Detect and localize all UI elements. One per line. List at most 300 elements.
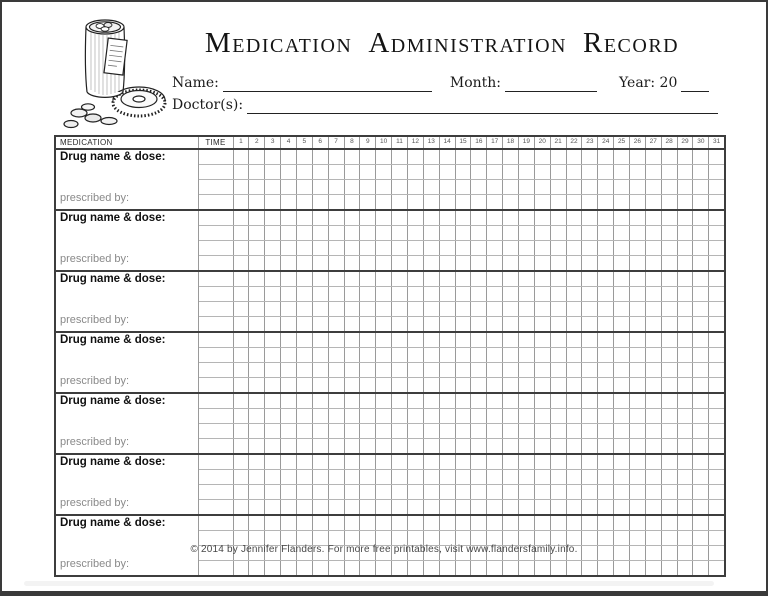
day-cell (312, 363, 328, 378)
day-cell (566, 454, 582, 470)
day-cell (645, 256, 661, 272)
day-cell (439, 470, 455, 485)
day-cell (265, 363, 281, 378)
day-cell (360, 378, 376, 394)
day-cell (376, 485, 392, 500)
day-cell (709, 317, 725, 333)
day-cell (376, 515, 392, 531)
day-cell (566, 271, 582, 287)
day-cell (360, 348, 376, 363)
day-cell (677, 424, 693, 439)
day-cell (312, 409, 328, 424)
day-cell (693, 332, 709, 348)
day-cell (677, 271, 693, 287)
time-cell (198, 241, 233, 256)
table-row (55, 332, 725, 348)
drug-name-dose-label: Drug name & dose: (60, 456, 166, 468)
day-cell (598, 515, 614, 531)
day-cell (328, 241, 344, 256)
day-cell (392, 165, 408, 180)
day-cell (296, 210, 312, 226)
day-cell (598, 149, 614, 165)
day-cell (376, 149, 392, 165)
day-cell (312, 561, 328, 577)
day-cell (487, 454, 503, 470)
doctor-label: Doctor(s): (172, 97, 244, 113)
day-cell (566, 287, 582, 302)
day-cell (677, 180, 693, 195)
day-cell (328, 149, 344, 165)
day-cell (344, 287, 360, 302)
day-cell (296, 470, 312, 485)
day-cell (312, 393, 328, 409)
day-cell (534, 302, 550, 317)
day-cell (296, 515, 312, 531)
day-cell (407, 348, 423, 363)
day-cell (614, 485, 630, 500)
day-header: 26 (629, 136, 645, 149)
day-cell (376, 210, 392, 226)
day-cell (423, 241, 439, 256)
day-cell (503, 454, 519, 470)
day-cell (360, 317, 376, 333)
day-cell (281, 439, 297, 455)
time-cell (198, 180, 233, 195)
day-cell (487, 332, 503, 348)
day-cell (534, 332, 550, 348)
day-cell (233, 226, 249, 241)
day-cell (265, 424, 281, 439)
day-cell (281, 424, 297, 439)
day-cell (281, 561, 297, 577)
day-cell (661, 195, 677, 211)
day-cell (455, 439, 471, 455)
day-cell (344, 363, 360, 378)
day-cell (582, 515, 598, 531)
day-cell (296, 561, 312, 577)
day-cell (693, 317, 709, 333)
day-cell (392, 195, 408, 211)
day-cell (328, 393, 344, 409)
day-cell (360, 439, 376, 455)
day-cell (518, 454, 534, 470)
day-cell (281, 271, 297, 287)
day-cell (518, 271, 534, 287)
day-cell (407, 332, 423, 348)
day-cell (344, 332, 360, 348)
day-cell (455, 287, 471, 302)
day-cell (376, 439, 392, 455)
day-cell (328, 271, 344, 287)
day-cell (249, 454, 265, 470)
day-cell (392, 470, 408, 485)
day-cell (614, 424, 630, 439)
day-cell (518, 302, 534, 317)
time-cell (198, 271, 233, 287)
day-cell (265, 241, 281, 256)
drug-name-dose-label: Drug name & dose: (60, 273, 166, 285)
day-cell (503, 393, 519, 409)
day-cell (487, 195, 503, 211)
day-cell (328, 561, 344, 577)
day-cell (518, 378, 534, 394)
day-cell (693, 241, 709, 256)
day-cell (439, 287, 455, 302)
day-cell (407, 317, 423, 333)
day-cell (439, 424, 455, 439)
day-cell (265, 500, 281, 516)
day-cell (281, 241, 297, 256)
day-cell (629, 485, 645, 500)
day-cell (614, 195, 630, 211)
day-cell (709, 332, 725, 348)
day-cell (423, 378, 439, 394)
day-cell (360, 500, 376, 516)
day-cell (614, 287, 630, 302)
day-cell (376, 165, 392, 180)
day-cell (328, 180, 344, 195)
day-cell (455, 195, 471, 211)
day-cell (376, 348, 392, 363)
day-header: 5 (296, 136, 312, 149)
day-cell (423, 363, 439, 378)
day-cell (265, 348, 281, 363)
day-cell (693, 271, 709, 287)
day-cell (550, 393, 566, 409)
day-cell (265, 439, 281, 455)
day-cell (249, 180, 265, 195)
day-cell (629, 302, 645, 317)
day-cell (376, 287, 392, 302)
day-cell (534, 393, 550, 409)
day-cell (423, 439, 439, 455)
prescribed-by-label: prescribed by: (60, 436, 130, 448)
day-cell (598, 348, 614, 363)
day-cell (693, 424, 709, 439)
day-cell (518, 287, 534, 302)
day-cell (455, 317, 471, 333)
day-cell (439, 561, 455, 577)
day-cell (550, 409, 566, 424)
day-cell (677, 363, 693, 378)
day-cell (709, 454, 725, 470)
day-cell (677, 500, 693, 516)
day-header: 28 (661, 136, 677, 149)
day-cell (455, 271, 471, 287)
day-cell (566, 439, 582, 455)
day-cell (233, 287, 249, 302)
time-cell (198, 332, 233, 348)
day-cell (233, 439, 249, 455)
day-cell (534, 241, 550, 256)
day-cell (455, 500, 471, 516)
day-cell (598, 195, 614, 211)
day-cell (598, 256, 614, 272)
day-cell (709, 424, 725, 439)
day-cell (709, 271, 725, 287)
day-header: 19 (518, 136, 534, 149)
day-cell (439, 409, 455, 424)
day-cell (693, 180, 709, 195)
day-cell (439, 439, 455, 455)
day-cell (471, 317, 487, 333)
day-cell (312, 332, 328, 348)
day-cell (376, 470, 392, 485)
drug-name-dose-label: Drug name & dose: (60, 151, 166, 163)
day-cell (471, 256, 487, 272)
day-cell (281, 378, 297, 394)
day-cell (392, 561, 408, 577)
prescribed-by-label: prescribed by: (60, 497, 130, 509)
day-cell (360, 454, 376, 470)
day-header: 21 (550, 136, 566, 149)
day-cell (249, 393, 265, 409)
day-cell (550, 165, 566, 180)
day-cell (582, 241, 598, 256)
day-cell (455, 256, 471, 272)
day-header: 3 (265, 136, 281, 149)
day-cell (471, 409, 487, 424)
day-cell (265, 470, 281, 485)
day-cell (645, 287, 661, 302)
day-cell (566, 378, 582, 394)
year-label: Year: 20 (619, 75, 678, 91)
day-cell (265, 195, 281, 211)
day-cell (645, 454, 661, 470)
day-cell (550, 454, 566, 470)
day-cell (534, 470, 550, 485)
day-cell (233, 561, 249, 577)
day-cell (281, 500, 297, 516)
day-cell (693, 485, 709, 500)
day-cell (233, 378, 249, 394)
day-cell (455, 561, 471, 577)
day-cell (629, 271, 645, 287)
day-cell (439, 348, 455, 363)
day-cell (296, 256, 312, 272)
day-cell (344, 317, 360, 333)
day-cell (233, 149, 249, 165)
day-cell (392, 210, 408, 226)
day-cell (661, 180, 677, 195)
day-cell (344, 241, 360, 256)
day-cell (629, 287, 645, 302)
day-cell (518, 500, 534, 516)
medication-cell (55, 393, 198, 454)
day-cell (487, 271, 503, 287)
day-cell (534, 500, 550, 516)
day-cell (614, 515, 630, 531)
day-cell (629, 561, 645, 577)
day-cell (344, 149, 360, 165)
day-cell (534, 348, 550, 363)
day-cell (598, 454, 614, 470)
day-cell (629, 241, 645, 256)
day-cell (614, 409, 630, 424)
day-cell (471, 226, 487, 241)
day-cell (582, 485, 598, 500)
day-cell (566, 317, 582, 333)
day-cell (233, 485, 249, 500)
day-header: 23 (582, 136, 598, 149)
day-cell (487, 149, 503, 165)
day-cell (645, 424, 661, 439)
day-cell (518, 439, 534, 455)
day-cell (281, 256, 297, 272)
day-cell (566, 393, 582, 409)
day-cell (661, 149, 677, 165)
day-cell (503, 165, 519, 180)
day-cell (709, 500, 725, 516)
day-cell (471, 500, 487, 516)
day-cell (312, 226, 328, 241)
day-cell (487, 485, 503, 500)
day-cell (614, 561, 630, 577)
day-cell (661, 210, 677, 226)
day-cell (629, 149, 645, 165)
day-cell (249, 378, 265, 394)
day-cell (598, 165, 614, 180)
day-cell (645, 210, 661, 226)
day-cell (312, 180, 328, 195)
day-header: 15 (455, 136, 471, 149)
day-cell (534, 439, 550, 455)
day-cell (392, 515, 408, 531)
day-cell (392, 256, 408, 272)
time-cell (198, 149, 233, 165)
day-cell (677, 485, 693, 500)
day-cell (518, 470, 534, 485)
day-cell (344, 210, 360, 226)
day-cell (534, 317, 550, 333)
day-cell (471, 302, 487, 317)
day-cell (693, 454, 709, 470)
day-cell (487, 470, 503, 485)
day-cell (423, 210, 439, 226)
day-cell (598, 393, 614, 409)
day-cell (614, 302, 630, 317)
day-cell (455, 515, 471, 531)
day-cell (360, 485, 376, 500)
day-cell (709, 470, 725, 485)
day-cell (392, 287, 408, 302)
day-cell (487, 363, 503, 378)
time-cell (198, 363, 233, 378)
day-cell (439, 149, 455, 165)
day-cell (360, 363, 376, 378)
day-cell (281, 393, 297, 409)
day-cell (550, 363, 566, 378)
day-cell (566, 195, 582, 211)
time-cell (198, 409, 233, 424)
day-cell (582, 424, 598, 439)
day-cell (407, 165, 423, 180)
day-cell (360, 241, 376, 256)
day-cell (281, 317, 297, 333)
day-cell (598, 271, 614, 287)
day-cell (534, 515, 550, 531)
day-cell (423, 195, 439, 211)
day-cell (693, 348, 709, 363)
day-cell (645, 515, 661, 531)
day-cell (296, 454, 312, 470)
day-cell (550, 271, 566, 287)
day-cell (645, 226, 661, 241)
day-cell (360, 515, 376, 531)
time-column-header: TIME (198, 136, 233, 149)
day-cell (407, 363, 423, 378)
day-cell (550, 500, 566, 516)
day-cell (661, 439, 677, 455)
day-cell (281, 348, 297, 363)
day-cell (265, 271, 281, 287)
day-cell (360, 424, 376, 439)
day-cell (518, 515, 534, 531)
day-cell (582, 149, 598, 165)
day-cell (281, 226, 297, 241)
day-cell (629, 378, 645, 394)
day-cell (503, 195, 519, 211)
prescribed-by-label: prescribed by: (60, 375, 130, 387)
day-cell (487, 317, 503, 333)
year-blank-line (681, 77, 709, 92)
day-cell (566, 302, 582, 317)
day-cell (249, 485, 265, 500)
day-cell (629, 500, 645, 516)
day-cell (645, 470, 661, 485)
day-cell (534, 287, 550, 302)
day-cell (503, 561, 519, 577)
day-cell (265, 302, 281, 317)
time-cell (198, 210, 233, 226)
day-cell (376, 409, 392, 424)
day-header: 4 (281, 136, 297, 149)
day-cell (312, 195, 328, 211)
day-cell (645, 363, 661, 378)
day-cell (518, 149, 534, 165)
day-header: 30 (693, 136, 709, 149)
doctor-row (172, 97, 718, 114)
day-cell (439, 317, 455, 333)
day-cell (677, 348, 693, 363)
day-cell (455, 378, 471, 394)
day-cell (471, 485, 487, 500)
day-cell (455, 393, 471, 409)
day-cell (360, 256, 376, 272)
day-cell (423, 393, 439, 409)
day-cell (534, 485, 550, 500)
day-cell (455, 332, 471, 348)
day-header: 9 (360, 136, 376, 149)
day-cell (360, 165, 376, 180)
day-cell (582, 363, 598, 378)
day-cell (407, 195, 423, 211)
day-cell (693, 149, 709, 165)
day-cell (598, 485, 614, 500)
day-cell (360, 287, 376, 302)
day-cell (376, 226, 392, 241)
day-cell (709, 195, 725, 211)
day-cell (233, 165, 249, 180)
day-cell (407, 515, 423, 531)
day-cell (376, 241, 392, 256)
day-cell (645, 409, 661, 424)
day-cell (534, 409, 550, 424)
day-cell (344, 500, 360, 516)
day-cell (503, 409, 519, 424)
day-cell (392, 302, 408, 317)
day-cell (645, 378, 661, 394)
